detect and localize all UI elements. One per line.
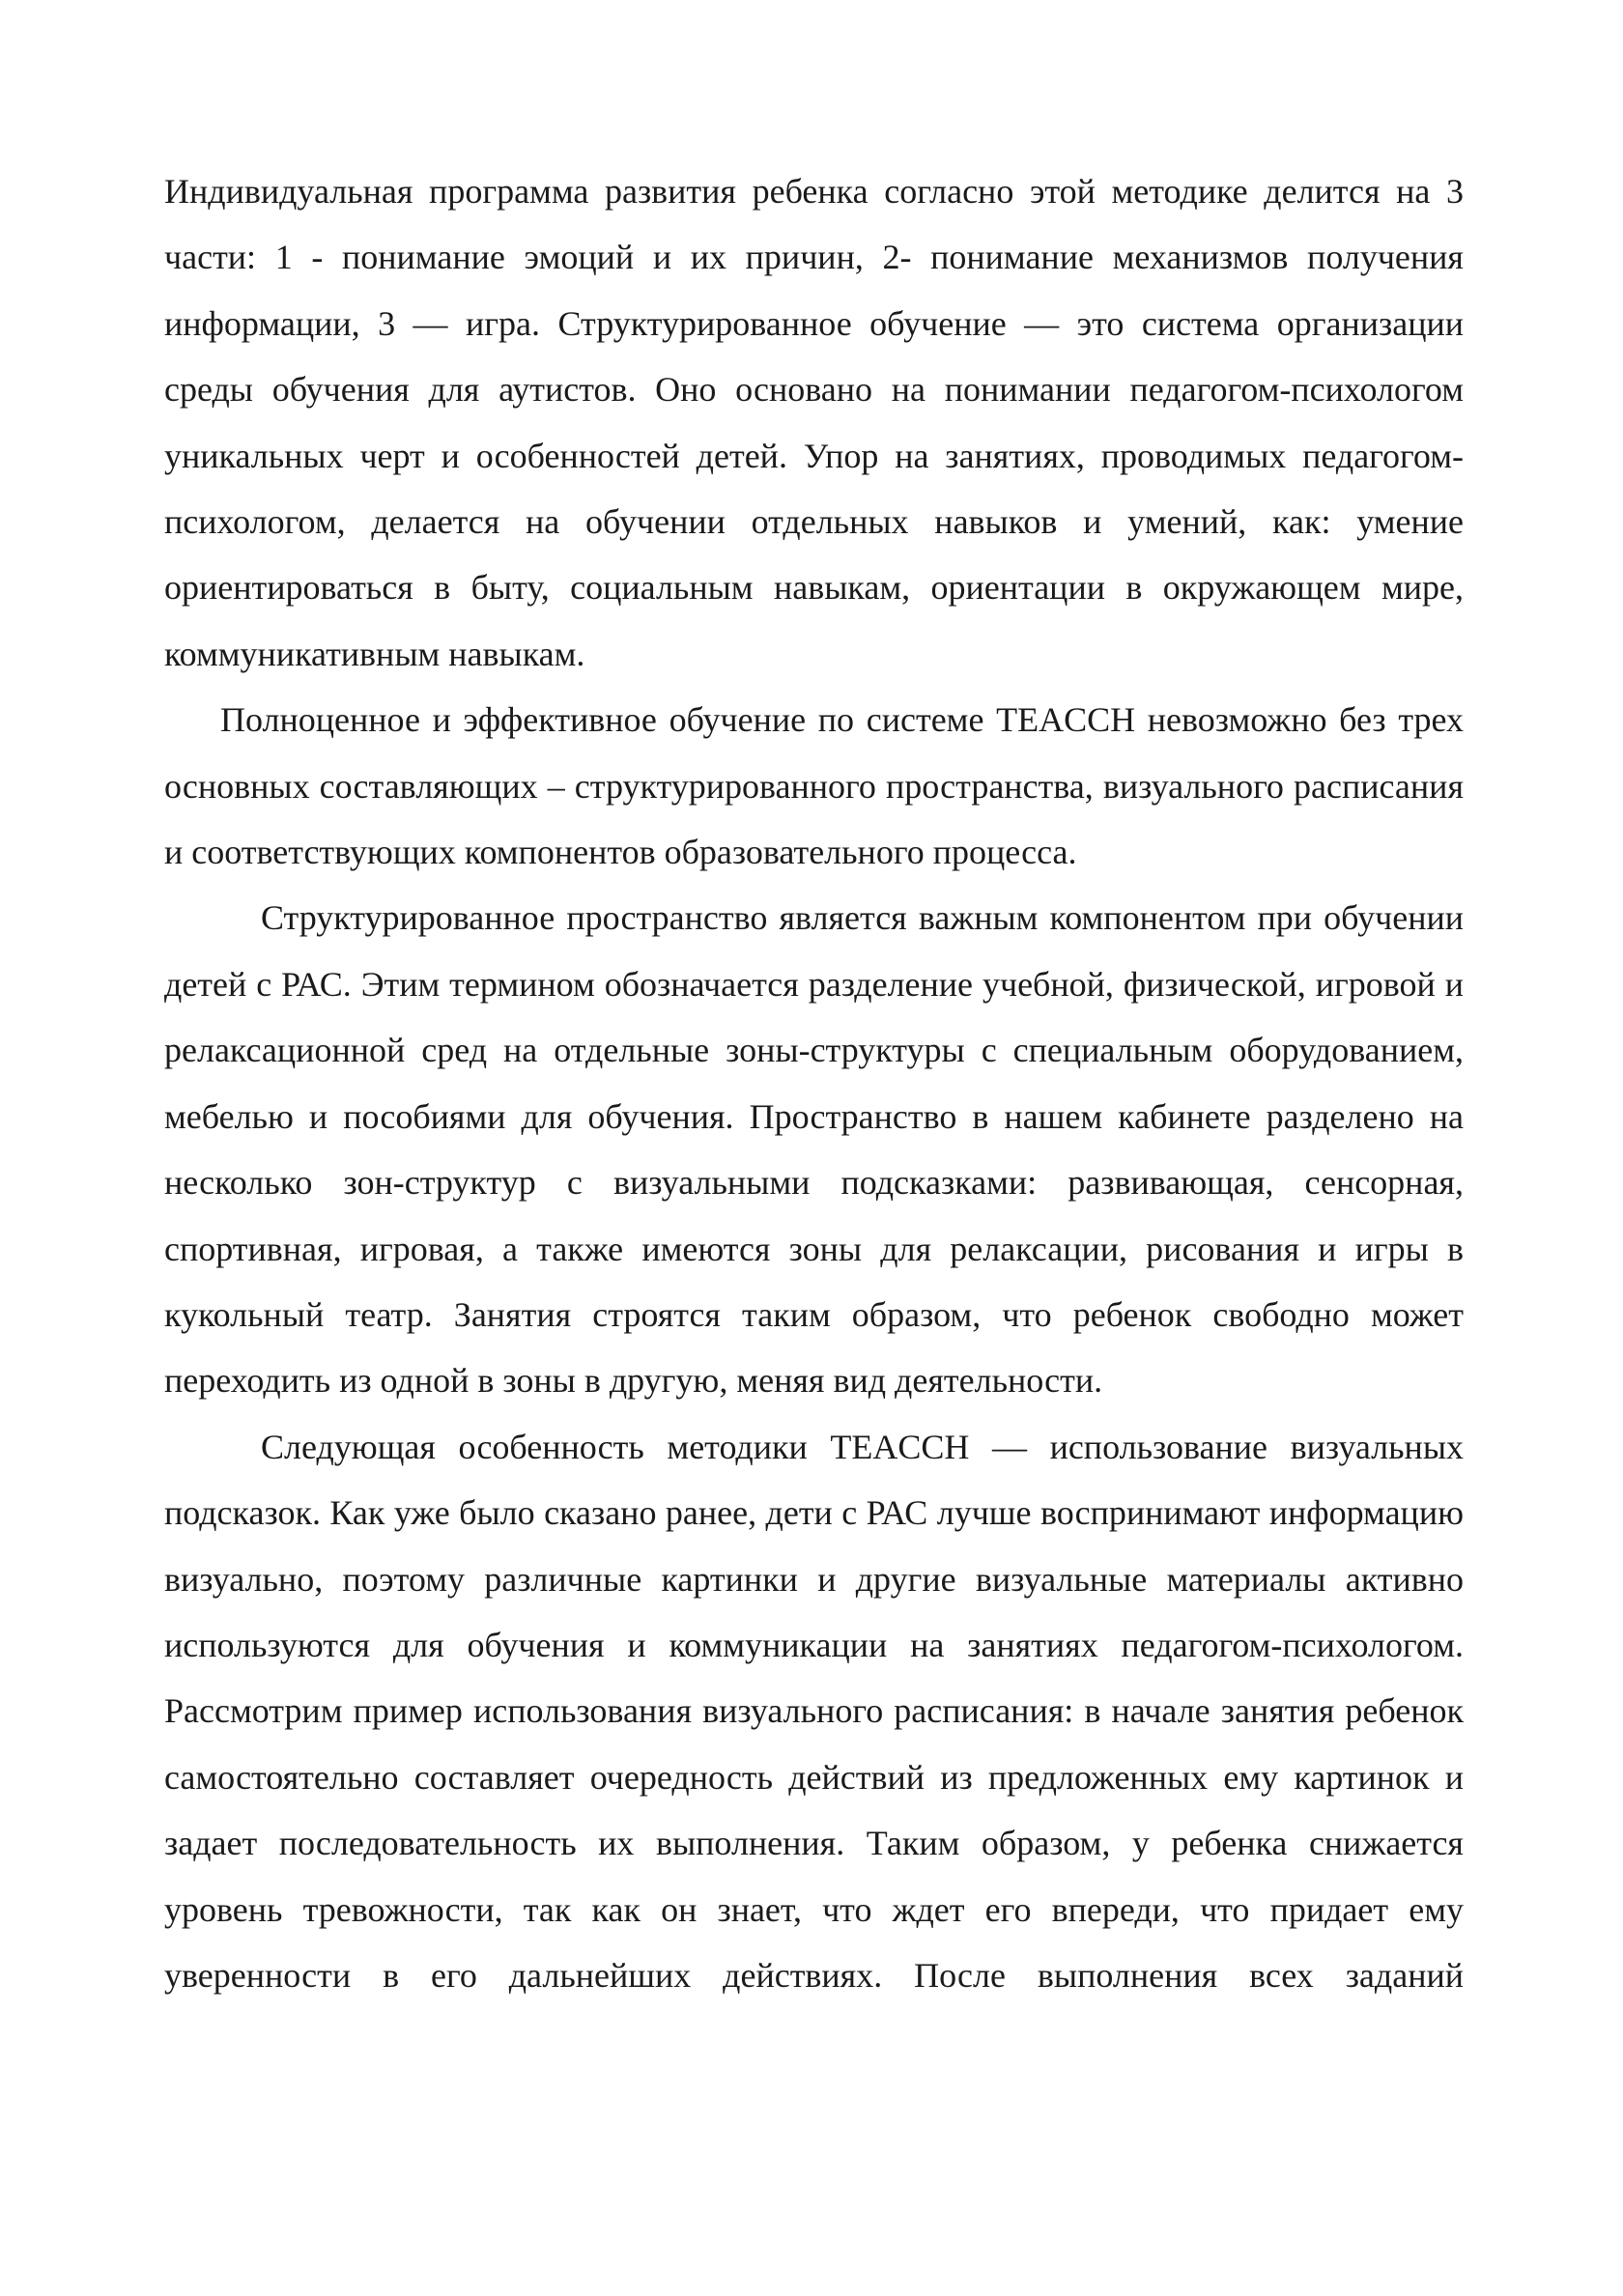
paragraph-2: Полноценное и эффективное обучение по системе TEACCH невозможно без трех основных составляющих – структурированного пространства, визуального расписания и соответствующих компонентов образовательного процесса.	[164, 700, 1464, 872]
paragraph-3: Структурированное пространство является важным компонентом при обучении детей с РАС. Этим термином обозначается разделение учебной, физической, игровой и релаксационной сред на отдельные зоны-структуры с специальным оборудованием, мебелью и пособиями для обучения. Пространство в нашем кабинете разделено на несколько зон-структур с визуальными подсказками: развивающая, сенсорная, спортивная, игровая, а также имеются зоны для релаксации, рисования и игры в кукольный театр. Занятия строятся таким образом, что ребенок свободно может переходить из одной в зоны в другую, меняя вид деятельности.	[164, 898, 1464, 1401]
paragraph-1: Индивидуальная программа развития ребенка согласно этой методике делится на 3 части: 1 - понимание эмоций и их причин, 2- понимание механизмов получения информации, 3 — игра. Структурированное обучение — это система организации среды обучения для аутистов. Оно основано на понимании педагогом-психологом уникальных черт и особенностей детей. Упор на занятиях, проводимых педагогом-психологом, делается на обучении отдельных навыков и умений, как: умение ориентироваться в быту, социальным навыкам, ориентации в окружающем мире, коммуникативным навыкам.	[164, 172, 1464, 673]
paragraph-4: Следующая особенность методики TEACCH — использование визуальных подсказок. Как уже было сказано ранее, дети с РАС лучше воспринимают информацию визуально, поэтому различные картинки и другие визуальные материалы активно используются для обучения и коммуникации на занятиях педагогом-психологом. Рассмотрим пример использования визуального расписания: в начале занятия ребенок самостоятельно составляет очередность действий из предложенных ему картинок и задает последовательность их выполнения. Таким образом, у ребенка снижается уровень тревожности, так как он знает, что ждет его впереди, что придает ему уверенности в его дальнейших действиях. После выполнения всех заданий	[164, 1427, 1464, 1995]
document-body	[164, 158, 1464, 2008]
